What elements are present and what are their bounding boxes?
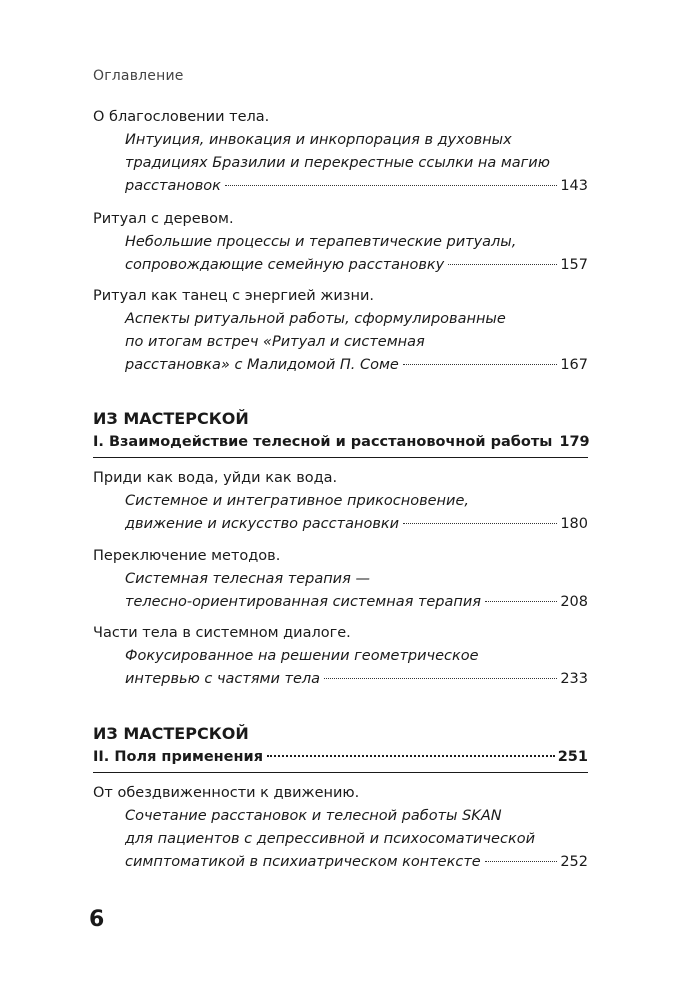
entry-subtitle-line: Небольшие процессы и терапевтические ритуалы, [125,234,517,250]
toc-section [93,407,588,454]
toc-entry [93,208,588,277]
section-page-number: 251 [557,749,588,765]
entry-title: Переключение методов. [93,548,281,564]
section-rule [93,772,588,773]
entry-subtitle-line: традициях Бразилии и перекрестные ссылки на магию [125,155,550,171]
toc-entry [93,545,588,614]
entry-subtitle-line: Системная телесная терапия — [125,571,370,587]
entry-subtitle-line: Интуиция, инвокация и инкорпорация в духовных [125,132,512,148]
entry-subtitle-line: расстановок [125,178,221,194]
entry-subtitle-line: движение и искусство расстановки [125,516,400,532]
entry-subtitle-line: для пациентов с депрессивной и психосоматической [125,831,536,847]
entry-title: Ритуал с деревом. [93,211,234,227]
entry-dot-leader-line [125,668,588,691]
entry-subtitle-line: симптоматикой в психиатрическом контексте [125,854,481,870]
section-title: II. Поля применения [93,749,264,765]
toc-entry [93,285,588,377]
entry-dot-leader-line [125,254,588,277]
entry-page-number: 233 [560,671,588,687]
dot-leader [267,755,555,757]
dot-leader [485,601,557,602]
entry-page-number: 167 [560,357,588,373]
dot-leader [225,185,557,186]
entry-title: От обездвиженности к движению. [93,785,360,801]
section-title-line [93,431,588,454]
entry-subtitle-line: сопровождающие семейную расстановку [125,257,445,273]
dot-leader [324,678,557,679]
entry-subtitle-line: Фокусированное на решении геометрическое [125,648,479,664]
entry-page-number: 143 [560,178,588,194]
running-header: Оглавление [93,68,184,84]
section-heading: ИЗ МАСТЕРСКОЙ [93,724,249,743]
entry-subtitle-line: Сочетание расстановок и телесной работы SKAN [125,808,502,824]
toc-entry [93,622,588,691]
dot-leader [403,523,557,524]
toc-entry [93,467,588,536]
entry-title: Части тела в системном диалоге. [93,625,351,641]
entry-page-number: 252 [560,854,588,870]
entry-page-number: 180 [560,516,588,532]
entry-subtitle-line: интервью с частями тела [125,671,321,687]
entry-dot-leader-line [125,851,588,874]
toc-entry [93,106,588,198]
entry-title: Приди как вода, уйди как вода. [93,470,338,486]
entry-subtitle-line: по итогам встреч «Ритуал и системная [125,334,425,350]
page-number: 6 [89,907,105,932]
entry-subtitle-line: телесно-ориентированная системная терапия [125,594,482,610]
entry-dot-leader-line [125,513,588,536]
entry-page-number: 157 [560,257,588,273]
entry-dot-leader-line [125,591,588,614]
entry-title: Ритуал как танец с энергией жизни. [93,288,375,304]
entry-subtitle-line: Системное и интегративное прикосновение, [125,493,469,509]
toc-entry [93,782,588,874]
section-rule [93,457,588,458]
entry-subtitle-line: расстановка» с Малидомой П. Соме [125,357,399,373]
toc-section [93,722,588,769]
entry-dot-leader-line [125,354,588,377]
entry-title: О благословении тела. [93,109,270,125]
entry-subtitle-line: Аспекты ритуальной работы, сформулированные [125,311,506,327]
entry-page-number: 208 [560,594,588,610]
dot-leader [448,264,557,265]
entry-dot-leader-line [125,175,588,198]
dot-leader [485,861,558,862]
section-title: I. Взаимодействие телесной и расстановочной работы [93,434,553,450]
section-title-line [93,746,588,769]
section-page-number: 179 [559,434,590,450]
section-heading: ИЗ МАСТЕРСКОЙ [93,409,249,428]
dot-leader [403,364,557,365]
